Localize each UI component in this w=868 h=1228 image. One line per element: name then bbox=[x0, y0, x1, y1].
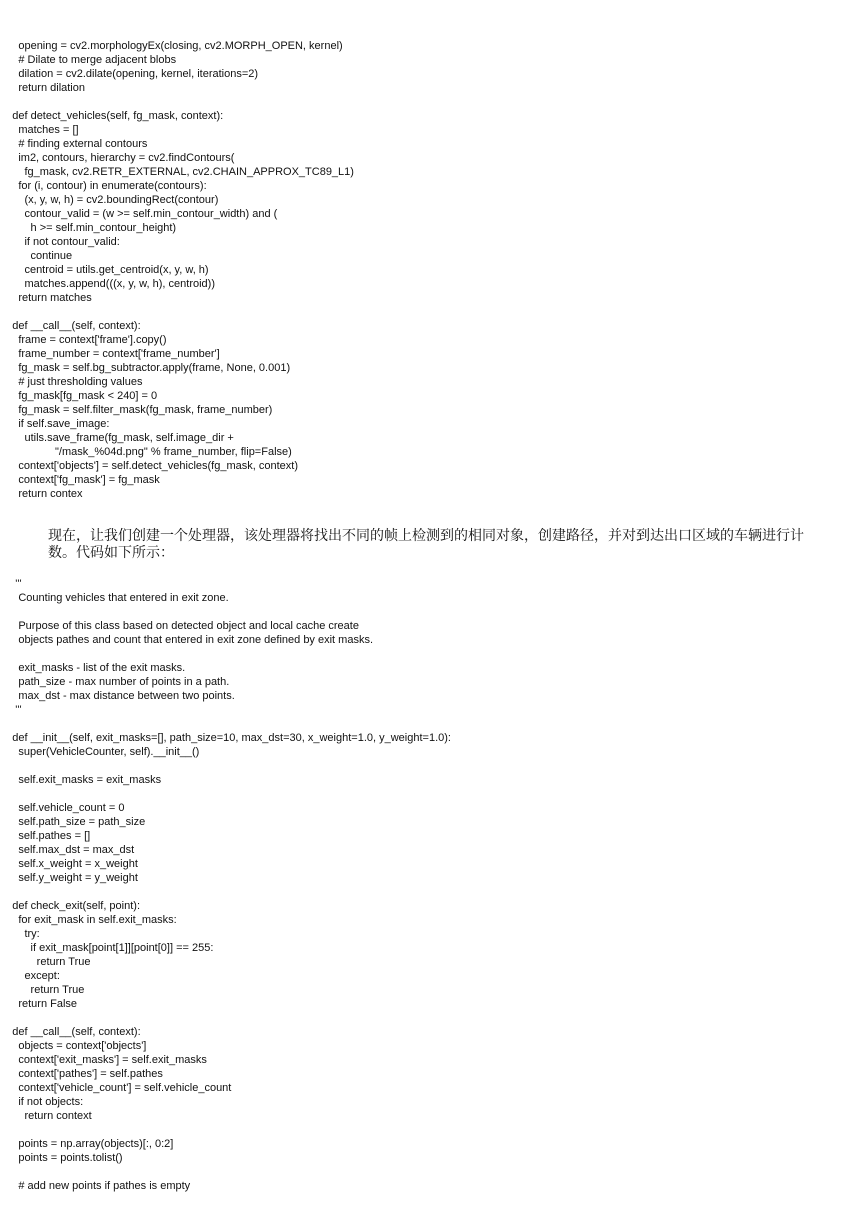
code-line: self.x_weight = x_weight bbox=[0, 858, 138, 870]
code-line: return dilation bbox=[0, 82, 85, 94]
code-line: if not objects: bbox=[0, 1096, 84, 1108]
code-line: return contex bbox=[0, 488, 83, 500]
code-line: opening = cv2.morphologyEx(closing, cv2.MORPH_OPEN, kernel) bbox=[0, 40, 343, 52]
code-line: context['exit_masks'] = self.exit_masks bbox=[0, 1054, 207, 1066]
code-line: (x, y, w, h) = cv2.boundingRect(contour) bbox=[0, 194, 219, 206]
code-line bbox=[0, 605, 868, 619]
code-line: def __call__(self, context): bbox=[0, 320, 141, 332]
code-line: objects pathes and count that entered in exit zone defined by exit masks. bbox=[0, 634, 374, 646]
code-line: ''' bbox=[0, 704, 22, 716]
code-line bbox=[0, 717, 868, 731]
code-line: continue bbox=[0, 250, 73, 262]
code-block bbox=[0, 577, 868, 1193]
code-line bbox=[0, 1165, 868, 1179]
code-line: context['pathes'] = self.pathes bbox=[0, 1068, 163, 1080]
code-line: return matches bbox=[0, 292, 92, 304]
code-line: utils.save_frame(fg_mask, self.image_dir + bbox=[0, 432, 234, 444]
code-line: for (i, contour) in enumerate(contours): bbox=[0, 180, 207, 192]
code-line: Purpose of this class based on detected object and local cache create bbox=[0, 620, 359, 632]
code-line: frame = context['frame'].copy() bbox=[0, 334, 167, 346]
code-line: points = np.array(objects)[:, 0:2] bbox=[0, 1138, 174, 1150]
code-line bbox=[0, 305, 868, 319]
code-line: def __call__(self, context): bbox=[0, 1026, 141, 1038]
code-line: contour_valid = (w >= self.min_contour_width) and ( bbox=[0, 208, 278, 220]
code-line: try: bbox=[0, 928, 40, 940]
code-block bbox=[0, 39, 868, 501]
code-line: return True bbox=[0, 956, 91, 968]
code-line: if not contour_valid: bbox=[0, 236, 120, 248]
code-line: return context bbox=[0, 1110, 92, 1122]
code-line: h >= self.min_contour_height) bbox=[0, 222, 177, 234]
code-line: # add new points if pathes is empty bbox=[0, 1180, 191, 1192]
code-line: # finding external contours bbox=[0, 138, 148, 150]
code-line: im2, contours, hierarchy = cv2.findContours( bbox=[0, 152, 235, 164]
code-line: if exit_mask[point[1]][point[0]] == 255: bbox=[0, 942, 214, 954]
code-line: self.pathes = [] bbox=[0, 830, 91, 842]
code-line: exit_masks - list of the exit masks. bbox=[0, 662, 186, 674]
code-line: fg_mask = self.bg_subtractor.apply(frame, None, 0.001) bbox=[0, 362, 291, 374]
code-line: context['vehicle_count'] = self.vehicle_count bbox=[0, 1082, 232, 1094]
code-line: fg_mask = self.filter_mask(fg_mask, frame_number) bbox=[0, 404, 273, 416]
code-line: super(VehicleCounter, self).__init__() bbox=[0, 746, 200, 758]
code-line: "/mask_%04d.png" % frame_number, flip=False) bbox=[0, 446, 292, 458]
code-line: def check_exit(self, point): bbox=[0, 900, 141, 912]
code-line: points = points.tolist() bbox=[0, 1152, 123, 1164]
code-line: matches.append(((x, y, w, h), centroid)) bbox=[0, 278, 215, 290]
code-line: objects = context['objects'] bbox=[0, 1040, 147, 1052]
code-line: def detect_vehicles(self, fg_mask, context): bbox=[0, 110, 224, 122]
code-line: except: bbox=[0, 970, 60, 982]
code-line: self.exit_masks = exit_masks bbox=[0, 774, 162, 786]
code-line: matches = [] bbox=[0, 124, 79, 136]
code-line bbox=[0, 647, 868, 661]
code-line: self.y_weight = y_weight bbox=[0, 872, 138, 884]
code-line: self.vehicle_count = 0 bbox=[0, 802, 125, 814]
code-line: max_dst - max distance between two points. bbox=[0, 690, 235, 702]
code-line bbox=[0, 787, 868, 801]
code-line: frame_number = context['frame_number'] bbox=[0, 348, 220, 360]
code-line: def __init__(self, exit_masks=[], path_size=10, max_dst=30, x_weight=1.0, y_weight=1.0): bbox=[0, 732, 451, 744]
code-line bbox=[0, 95, 868, 109]
code-line: context['objects'] = self.detect_vehicles(fg_mask, context) bbox=[0, 460, 298, 472]
code-line: self.max_dst = max_dst bbox=[0, 844, 135, 856]
code-line: Counting vehicles that entered in exit zone. bbox=[0, 592, 229, 604]
code-line: path_size - max number of points in a path. bbox=[0, 676, 230, 688]
code-line: context['fg_mask'] = fg_mask bbox=[0, 474, 160, 486]
code-line: for exit_mask in self.exit_masks: bbox=[0, 914, 177, 926]
code-line bbox=[0, 1011, 868, 1025]
code-line: return True bbox=[0, 984, 85, 996]
code-line: self.path_size = path_size bbox=[0, 816, 146, 828]
code-line bbox=[0, 1123, 868, 1137]
code-line: centroid = utils.get_centroid(x, y, w, h) bbox=[0, 264, 209, 276]
code-line bbox=[0, 759, 868, 773]
code-line: # Dilate to merge adjacent blobs bbox=[0, 54, 177, 66]
code-line: return False bbox=[0, 998, 78, 1010]
code-line: # just thresholding values bbox=[0, 376, 143, 388]
code-line: ''' bbox=[0, 578, 22, 590]
code-line: dilation = cv2.dilate(opening, kernel, iterations=2) bbox=[0, 68, 259, 80]
code-line: fg_mask[fg_mask < 240] = 0 bbox=[0, 390, 158, 402]
code-line bbox=[0, 885, 868, 899]
code-line: fg_mask, cv2.RETR_EXTERNAL, cv2.CHAIN_APPROX_TC89_L1) bbox=[0, 166, 354, 178]
code-line: if self.save_image: bbox=[0, 418, 110, 430]
paragraph-text: 现在，让我们创建一个处理器，该处理器将找出不同的帧上检测到的相同对象，创建路径，并对到达出口区域的车辆进行计数。代码如下所示： bbox=[48, 528, 804, 561]
